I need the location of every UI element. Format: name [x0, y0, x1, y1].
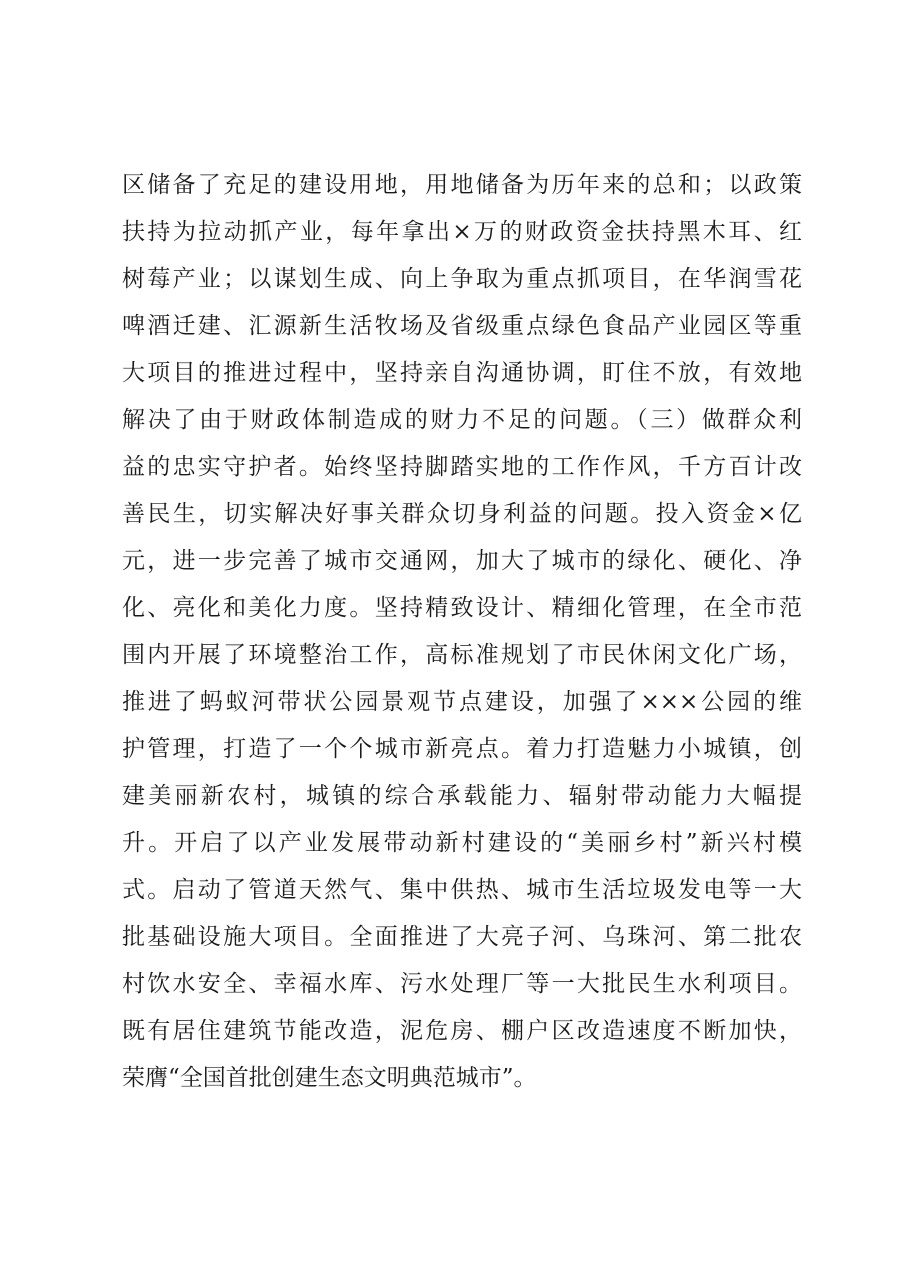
paragraph-line: 围内开展了环境整治工作，高标准规划了市民休闲文化广场，: [122, 642, 802, 668]
paragraph-line: 善民生，切实解决好事关群众切身利益的问题。投入资金×亿: [122, 501, 802, 527]
paragraph-line: 啤酒迁建、汇源新生活牧场及省级重点绿色食品产业园区等重: [122, 313, 802, 339]
paragraph-line: 式。启动了管道天然气、集中供热、城市生活垃圾发电等一大: [122, 877, 802, 903]
paragraph-line: 解决了由于财政体制造成的财力不足的问题。（三）做群众利: [122, 407, 802, 433]
paragraph-line: 区储备了充足的建设用地，用地储备为历年来的总和；以政策: [122, 172, 802, 198]
paragraph-line: 树莓产业；以谋划生成、向上争取为重点抓项目，在华润雪花: [122, 266, 802, 292]
paragraph-line: 批基础设施大项目。全面推进了大亮子河、乌珠河、第二批农: [122, 924, 802, 950]
paragraph-line: 益的忠实守护者。始终坚持脚踏实地的工作作风，千方百计改: [122, 454, 802, 480]
paragraph-line: 大项目的推进过程中，坚持亲自沟通协调，盯住不放，有效地: [122, 360, 802, 386]
paragraph-line: 推进了蚂蚁河带状公园景观节点建设，加强了×××公园的维: [122, 689, 802, 715]
paragraph-line: 村饮水安全、幸福水库、污水处理厂等一大批民生水利项目。: [122, 971, 802, 997]
paragraph-line: 护管理，打造了一个个城市新亮点。着力打造魅力小城镇，创: [122, 736, 802, 762]
paragraph-line: 元，进一步完善了城市交通网，加大了城市的绿化、硬化、净: [122, 548, 802, 574]
paragraph-line: 化、亮化和美化力度。坚持精致设计、精细化管理，在全市范: [122, 595, 802, 621]
paragraph-line: 既有居住建筑节能改造，泥危房、棚户区改造速度不断加快，: [122, 1018, 802, 1044]
paragraph-line: 升。开启了以产业发展带动新村建设的“美丽乡村”新兴村模: [122, 830, 802, 856]
paragraph-line: 建美丽新农村，城镇的综合承载能力、辐射带动能力大幅提: [122, 783, 802, 809]
paragraph-line: 扶持为拉动抓产业，每年拿出×万的财政资金扶持黑木耳、红: [122, 219, 802, 245]
paragraph-line: 荣膺“全国首批创建生态文明典范城市”。: [122, 1065, 537, 1091]
body-paragraph: [122, 162, 802, 1102]
